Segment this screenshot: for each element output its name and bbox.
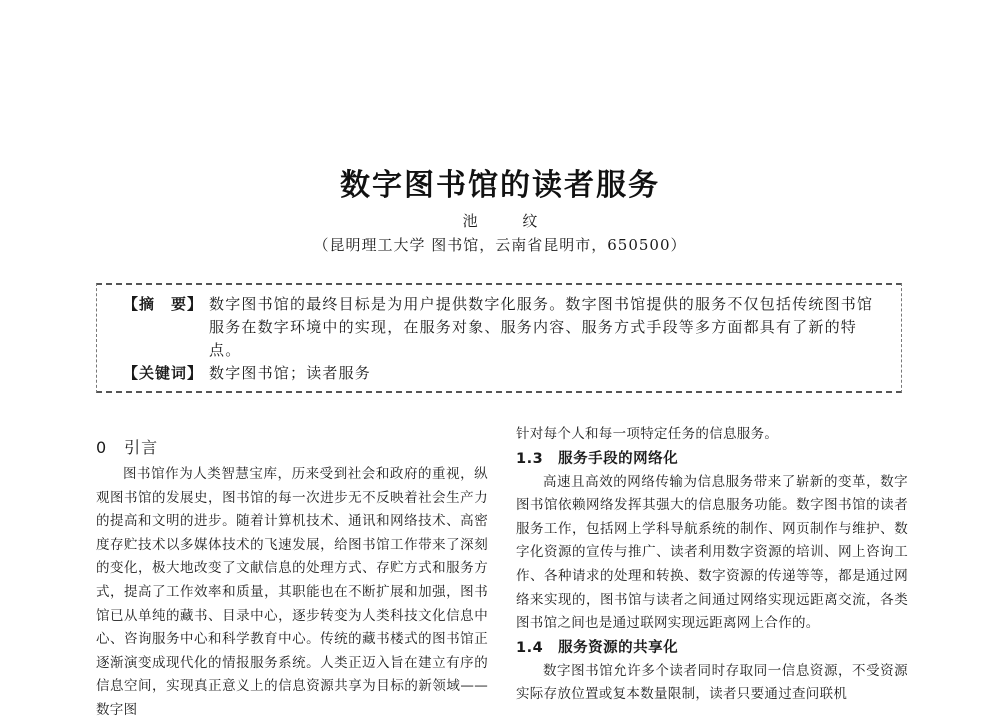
abstract-row <box>123 293 207 316</box>
abstract-text: 数字图书馆的最终目标是为用户提供数字化服务。数字图书馆提供的服务不仅包括传统图书馆服务在数字环境中的实现，在服务对象、服务内容、服务方式手段等多方面都具有了新的特点。 <box>209 295 874 359</box>
author-affiliation: （昆明理工大学 图书馆，云南省昆明市，650500） <box>313 236 687 254</box>
introduction-paragraph: 图书馆作为人类智慧宝库，历来受到社会和政府的重视，纵观图书馆的发展史，图书馆的每一次进步无不反映着社会生产力的提高和文明的进步。随着计算机技术、通讯和网络技术、高密度存贮技术以多媒体技术的飞速发展，给图书馆工作带来了深刻的变化，极大地改变了文献信息的处理方式、存贮方式和服务方式，提高了工作效率和质量，其职能也在不断扩展和加强，图书馆已从单纯的藏书、目录中心，逐步转变为人类科技文化信息中心、咨询服务中心和科学教育中心。传统的藏书楼式的图书馆正逐渐演变成现代化的情报服务系统。人类正迈入旨在建立有序的信息空间，实现真正意义上的信息资源共享为目标的新领域——数字图 <box>96 466 488 718</box>
subsection-1-4-paragraph: 数字图书馆允许多个读者同时存取同一信息资源，不受资源实际存放位置或复本数量限制，读者只要通过查问联机 <box>516 662 908 703</box>
keywords-row <box>123 362 207 385</box>
subsection-heading-1-4: 1.4 服务资源的共享化 <box>516 639 679 656</box>
author-name: 池 纹 <box>462 212 558 230</box>
abstract-box <box>96 283 902 393</box>
continuation-text: 针对每个人和每一项特定任务的信息服务。 <box>516 426 779 442</box>
section-heading-introduction: 0 引言 <box>96 438 159 457</box>
keywords-label: 【关键词】 <box>123 364 204 382</box>
keywords-text: 数字图书馆；读者服务 <box>209 364 372 382</box>
paper-title: 数字图书馆的读者服务 <box>340 168 660 203</box>
subsection-1-3-paragraph: 高速且高效的网络传输为信息服务带来了崭新的变革，数字图书馆依赖网络发挥其强大的信息服务功能。数字图书馆的读者服务工作，包括网上学科导航系统的制作、网页制作与维护、数字化资源的宣传与推广、读者利用数字资源的培训、网上咨询工作、各种请求的处理和转换、数字资源的传递等等，都是通过网络来实现的，图书馆与读者之间通过网络实现远距离交流，各类图书馆之间也是通过联网实现远距离网上合作的。 <box>516 473 908 632</box>
left-column <box>96 433 488 723</box>
subsection-heading-1-3: 1.3 服务手段的网络化 <box>516 450 679 467</box>
right-column <box>516 423 908 707</box>
abstract-label: 【摘 要】 <box>123 295 204 313</box>
